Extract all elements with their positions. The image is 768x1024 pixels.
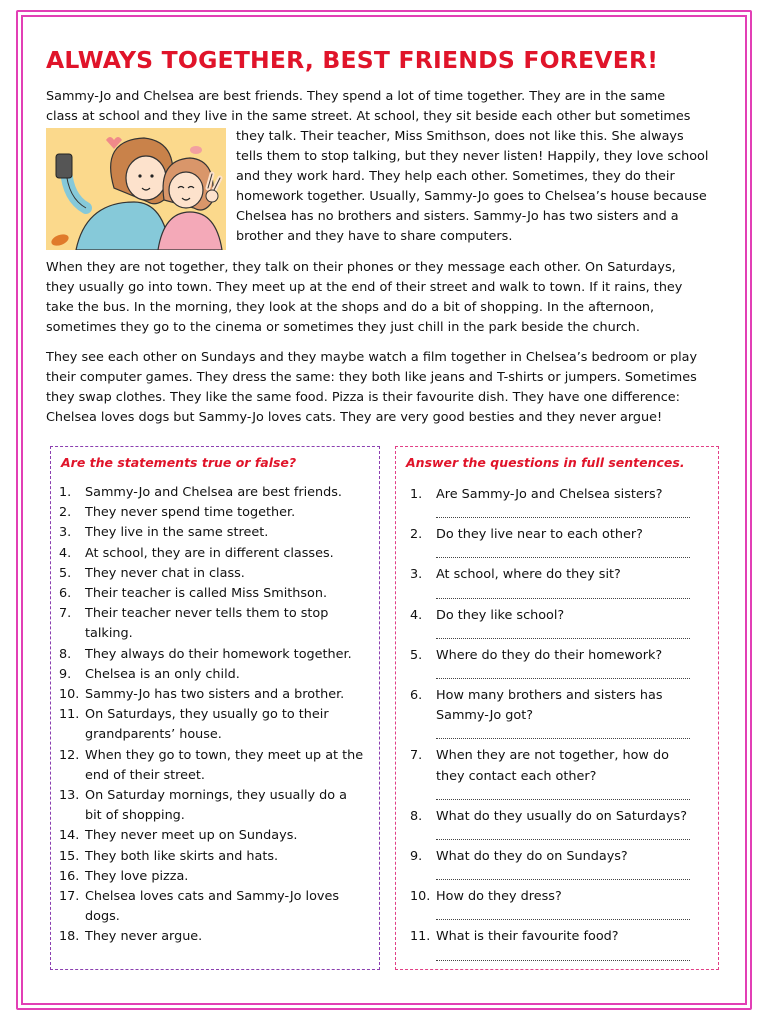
question-number: 3. (410, 567, 423, 583)
statement-item (59, 503, 377, 523)
story-paragraph-2 (46, 258, 726, 338)
question-text: What is their favourite food? (436, 929, 619, 945)
question-text: When they are not together, how do (436, 748, 669, 764)
question-text: How do they dress? (436, 889, 562, 905)
question-text: Do they live near to each other? (436, 527, 643, 543)
answer-line[interactable] (436, 505, 710, 525)
questions-heading: Answer the questions in full sentences. (406, 455, 685, 470)
story-line: homework together. Usually, Sammy-Jo goes to Chelsea’s house because (236, 189, 707, 204)
question-item (410, 847, 710, 887)
statement-text: They never chat in class. (85, 565, 245, 581)
story-line: tells them to stop talking, but they never listen! Happily, they love school (236, 149, 709, 164)
question-number: 10. (410, 889, 431, 905)
answer-line[interactable] (436, 867, 710, 887)
statement-text: On Saturday mornings, they usually do a (85, 788, 348, 804)
statement-item (59, 746, 377, 786)
statement-text: When they go to town, they meet up at the (85, 747, 364, 763)
statement-text: dogs. (85, 909, 120, 925)
question-text: At school, where do they sit? (436, 567, 621, 583)
statement-text: They both like skirts and hats. (85, 848, 279, 864)
question-number: 5. (410, 647, 423, 663)
question-item (410, 686, 710, 746)
question-number: 2. (410, 527, 423, 543)
question-item (410, 887, 710, 927)
question-number: 11. (410, 929, 431, 945)
statement-text: Their teacher never tells them to stop (85, 606, 329, 622)
statement-item (59, 665, 377, 685)
question-text: Are Sammy-Jo and Chelsea sisters? (436, 487, 663, 502)
statement-number: 9. (59, 666, 72, 682)
story-line: Chelsea has no brothers and sisters. Sammy-Jo has two sisters and a (236, 209, 679, 224)
statement-item (59, 523, 377, 543)
statement-item (59, 645, 377, 665)
statement-number: 15. (59, 848, 80, 864)
statement-item (59, 705, 377, 745)
question-text: What do they usually do on Saturdays? (436, 808, 687, 824)
question-item (410, 646, 710, 686)
statement-text: Sammy-Jo and Chelsea are best friends. (85, 485, 342, 500)
statement-number: 4. (59, 545, 72, 561)
question-item (410, 606, 710, 646)
story-line: they talk. Their teacher, Miss Smithson, does not like this. She always (236, 129, 684, 144)
story-paragraph-1-wrap (236, 127, 726, 247)
statement-text: They love pizza. (85, 868, 189, 884)
story-line: they swap clothes. They like the same food. Pizza is their favourite dish. They have one difference: (46, 390, 680, 405)
question-text: they contact each other? (436, 768, 597, 784)
answer-line[interactable] (436, 787, 710, 807)
story-line: Sammy-Jo and Chelsea are best friends. They spend a lot of time together. They are in the same (46, 89, 666, 104)
statement-number: 5. (59, 565, 72, 581)
story-paragraph-3 (46, 348, 726, 428)
question-item (410, 485, 710, 525)
statement-number: 3. (59, 525, 72, 541)
question-text: How many brothers and sisters has (436, 688, 663, 704)
statement-text: bit of shopping. (85, 808, 185, 824)
question-item (410, 525, 710, 565)
statement-text: At school, they are in different classes. (85, 545, 334, 561)
question-text: Sammy-Jo got? (436, 708, 534, 724)
question-number: 7. (410, 748, 423, 764)
story-line: class at school and they live in the same street. At school, they sit beside each other but sometimes (46, 109, 691, 124)
statement-text: On Saturdays, they usually go to their (85, 707, 329, 723)
statement-item (59, 847, 377, 867)
statement-text: They never spend time together. (85, 505, 296, 521)
question-text: Where do they do their homework? (436, 647, 663, 663)
friends-selfie-illustration (46, 128, 226, 250)
story-line: their computer games. They dress the same: they both like jeans and T-shirts or jumpers. Sometimes (46, 370, 697, 385)
answer-line[interactable] (436, 586, 710, 606)
statement-number: 11. (59, 707, 80, 723)
question-number: 9. (410, 849, 423, 865)
answer-line[interactable] (436, 626, 710, 646)
question-text: What do they do on Sundays? (436, 849, 628, 865)
statement-number: 18. (59, 929, 80, 945)
statement-text: Chelsea loves cats and Sammy-Jo loves (85, 889, 340, 905)
questions-list (410, 485, 710, 968)
question-number: 8. (410, 808, 423, 824)
statement-text: Sammy-Jo has two sisters and a brother. (85, 687, 345, 703)
statement-number: 6. (59, 586, 72, 602)
statement-number: 13. (59, 788, 80, 804)
worksheet-title: ALWAYS TOGETHER, BEST FRIENDS FOREVER! (46, 46, 659, 74)
statement-number: 14. (59, 828, 80, 844)
statement-text: They live in the same street. (85, 525, 269, 541)
answer-line[interactable] (436, 726, 710, 746)
question-text: Do they like school? (436, 607, 565, 623)
true-false-list (59, 483, 377, 948)
story-line: they usually go into town. They meet up at the end of their street and walk to town. If it rains, they (46, 280, 683, 295)
statement-item (59, 786, 377, 826)
statement-item (59, 483, 377, 503)
statement-text: Chelsea is an only child. (85, 666, 240, 682)
statement-number: 7. (59, 606, 72, 622)
statement-item (59, 887, 377, 927)
statement-text: They never meet up on Sundays. (85, 828, 298, 844)
questions-box (395, 446, 719, 970)
statement-text: They never argue. (85, 929, 203, 945)
statement-number: 16. (59, 868, 80, 884)
statement-text: end of their street. (85, 767, 205, 783)
story-line: and they work hard. They help each other. Sometimes, they do their (236, 169, 675, 184)
question-item (410, 565, 710, 605)
statement-text: talking. (85, 626, 133, 642)
statement-number: 10. (59, 687, 80, 703)
story-line: They see each other on Sundays and they maybe watch a film together in Chelsea’s bedroom or play (46, 350, 698, 365)
answer-line[interactable] (436, 666, 710, 686)
answer-line[interactable] (436, 907, 710, 927)
question-item (410, 927, 710, 967)
story-line: Chelsea loves dogs but Sammy-Jo loves cats. They are very good besties and they never argue! (46, 410, 663, 425)
statement-number: 12. (59, 747, 80, 763)
statement-item (59, 604, 377, 644)
answer-line[interactable] (436, 545, 710, 565)
statement-item (59, 867, 377, 887)
question-number: 1. (410, 487, 423, 502)
statement-text: grandparents’ house. (85, 727, 222, 743)
story-line: When they are not together, they talk on their phones or they message each other. On Saturdays, (46, 260, 676, 275)
question-number: 6. (410, 688, 423, 704)
statement-number: 17. (59, 889, 80, 905)
statement-number: 8. (59, 646, 72, 662)
statement-item (59, 564, 377, 584)
statement-item (59, 584, 377, 604)
question-item (410, 746, 710, 806)
answer-line[interactable] (436, 827, 710, 847)
statement-item (59, 685, 377, 705)
statement-item (59, 927, 377, 947)
statement-text: Their teacher is called Miss Smithson. (85, 586, 328, 602)
question-item (410, 807, 710, 847)
statement-number: 1. (59, 485, 72, 500)
story-line: brother and they have to share computers. (236, 229, 513, 244)
answer-line[interactable] (436, 948, 710, 968)
question-number: 4. (410, 607, 423, 623)
friends-selfie-picture (46, 128, 226, 250)
true-false-heading: Are the statements true or false? (61, 455, 297, 470)
statement-item (59, 544, 377, 564)
statement-item (59, 826, 377, 846)
story-line: sometimes they go to the cinema or sometimes they just chill in the park beside the church. (46, 320, 640, 335)
statement-text: They always do their homework together. (85, 646, 352, 662)
story-line: take the bus. In the morning, they look at the shops and do a bit of shopping. In the afternoon, (46, 300, 655, 315)
statement-number: 2. (59, 505, 72, 521)
true-false-box (50, 446, 380, 970)
story-paragraph-1-top (46, 87, 726, 127)
